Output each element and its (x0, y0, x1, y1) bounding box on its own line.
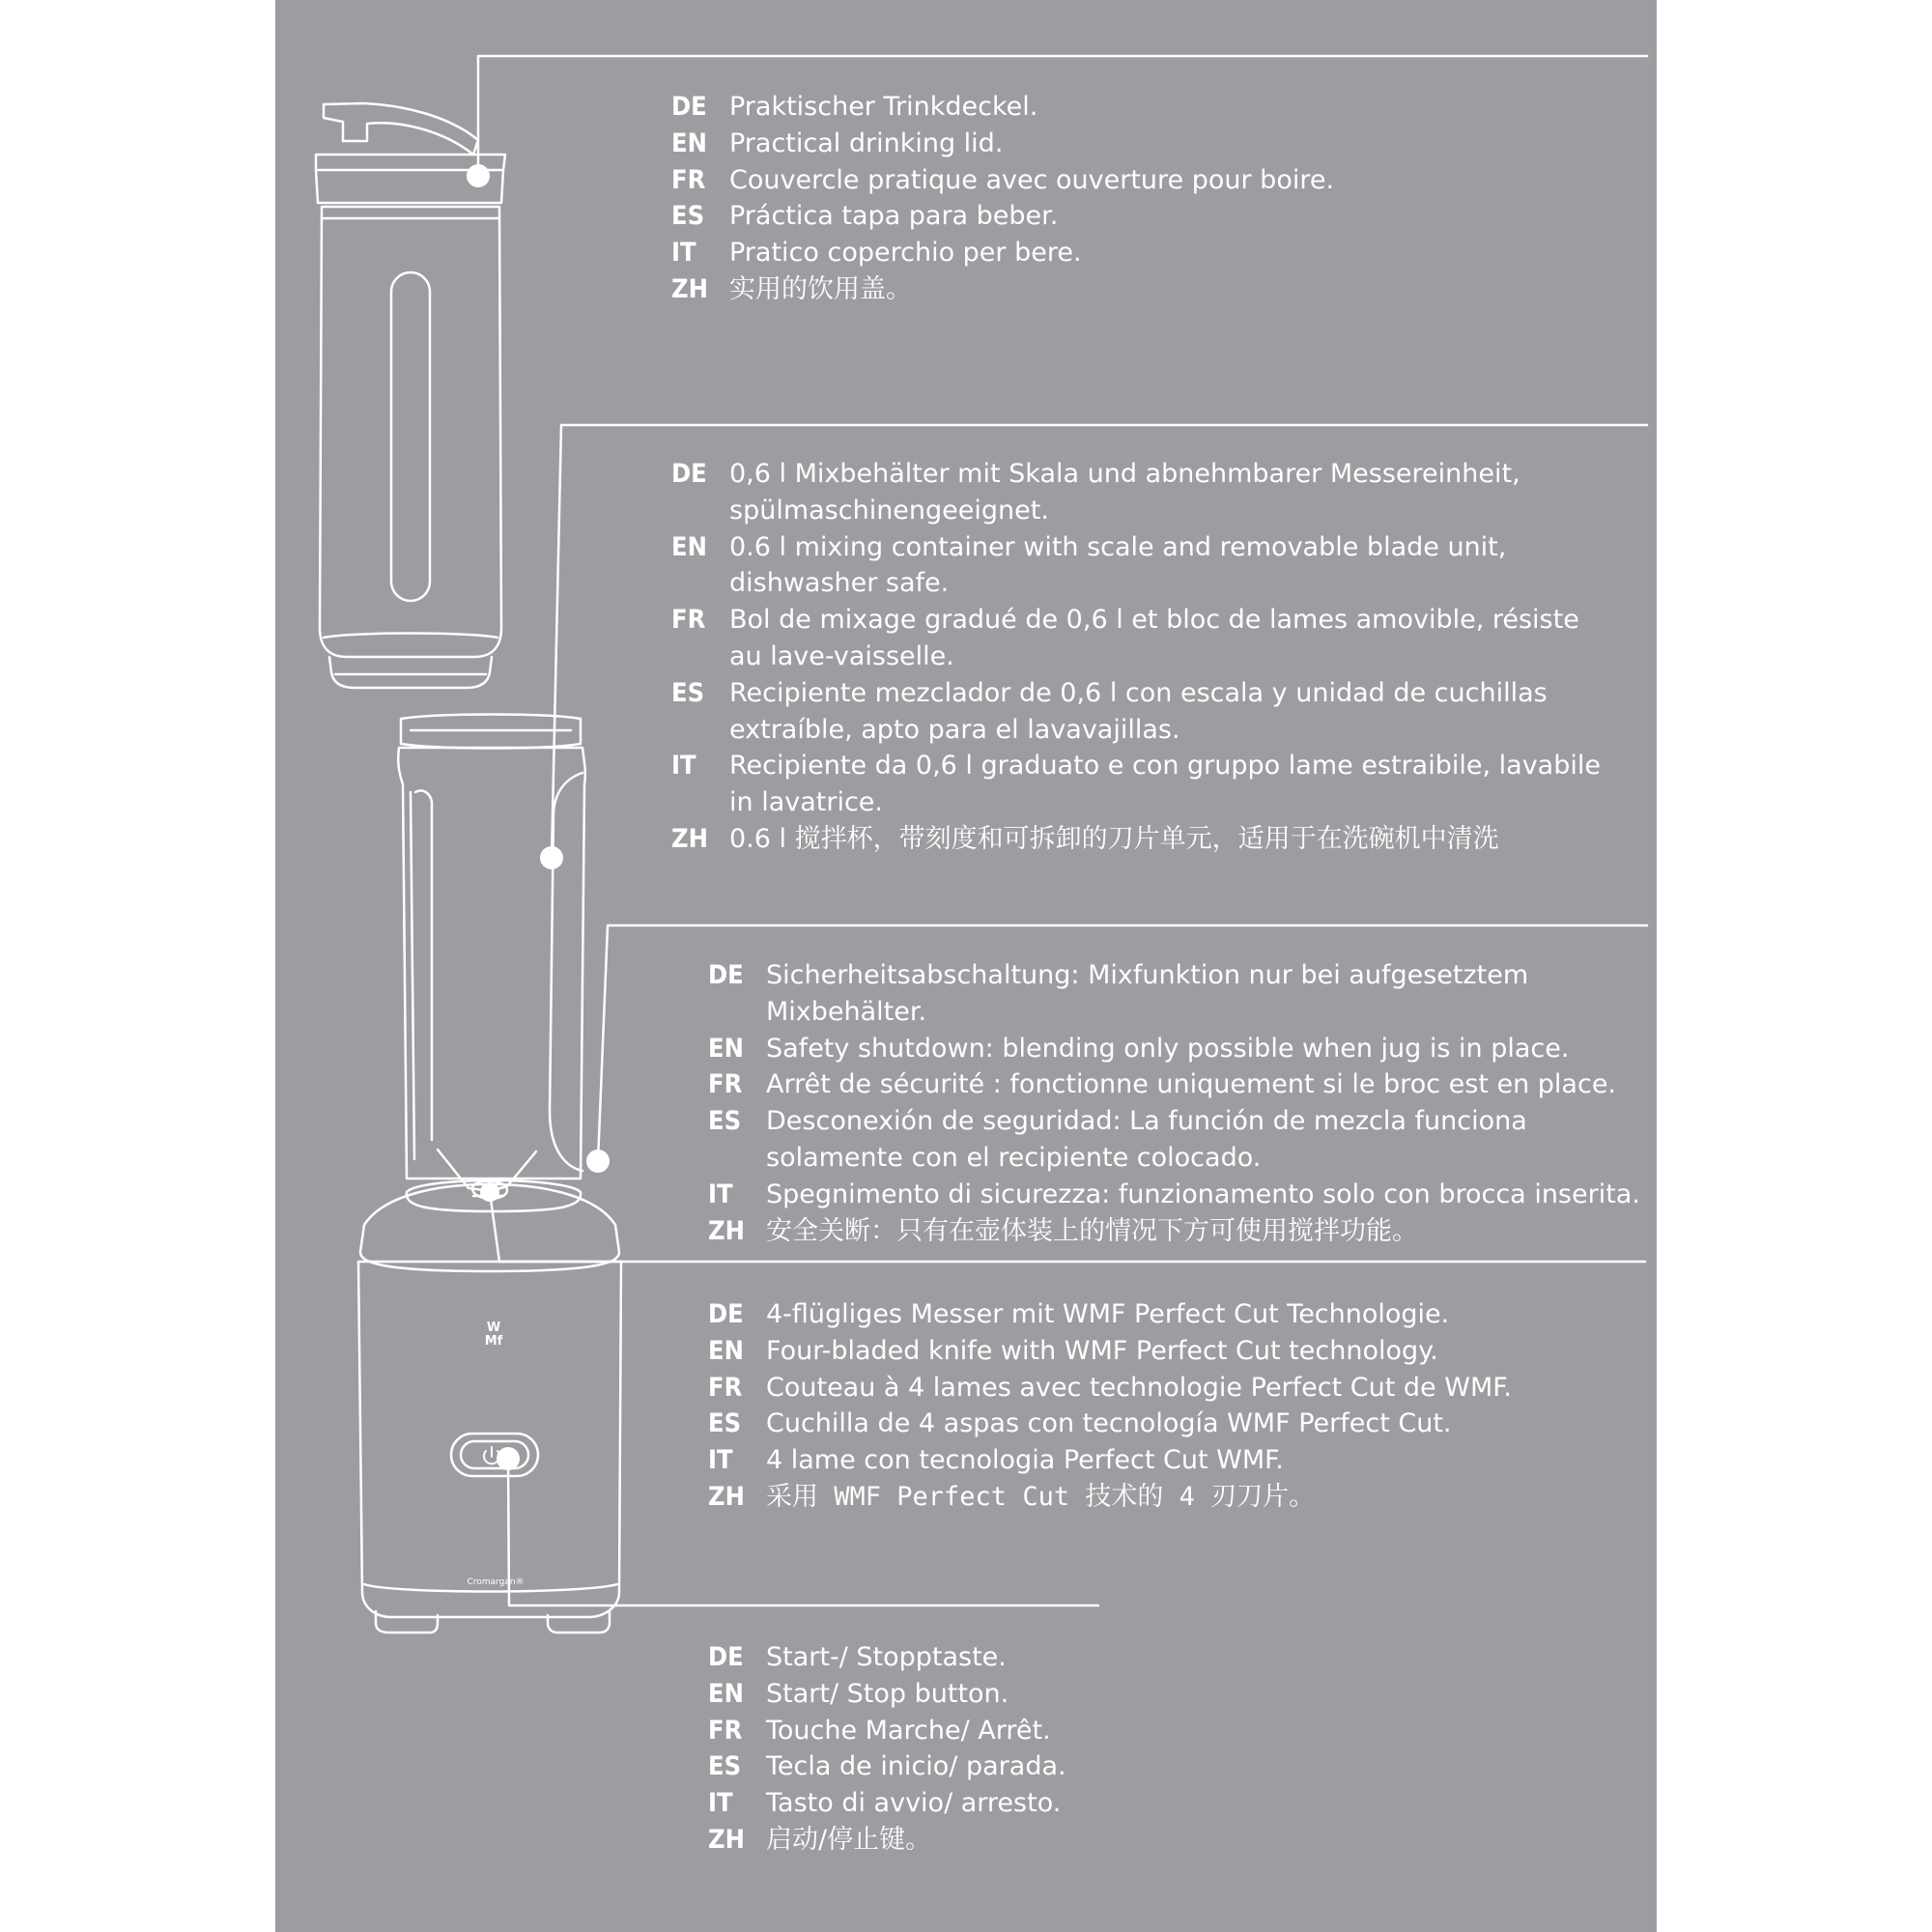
lang-row (708, 1479, 1655, 1516)
lang-row (671, 748, 1637, 821)
description-text: 采用 WMF Perfect Cut 技术的 4 刃刀片。 (766, 1481, 1316, 1512)
bottle-base-ring (324, 634, 497, 639)
container-description (671, 456, 1637, 858)
base-body (358, 1262, 621, 1617)
lang-row (708, 1639, 1655, 1676)
language-code: FR (671, 605, 706, 636)
language-code: ZH (708, 1824, 745, 1855)
language-code: ZH (708, 1481, 745, 1512)
language-code: IT (708, 1179, 733, 1209)
bottle-body (320, 207, 501, 657)
language-code: FR (708, 1069, 743, 1100)
description-text: Tecla de inicio/ parada. (766, 1751, 1066, 1782)
language-code: EN (671, 531, 707, 562)
description-text: Practical drinking lid. (729, 128, 1004, 158)
lang-row (708, 1442, 1655, 1479)
brand-logo-text: W (486, 1321, 501, 1335)
description-text: Cuchilla de 4 aspas con tecnología WMF Perfect Cut. (766, 1408, 1452, 1439)
description-text: Start-/ Stopptaste. (766, 1642, 1007, 1672)
callout-dots (467, 164, 610, 1470)
callout-dot-safety (586, 1150, 610, 1173)
description-text: Sicherheitsabschaltung: Mixfunktion nur bei aufgesetztem Mixbehälter. (766, 960, 1529, 1027)
description-text: 安全关断：只有在壶体装上的情况下方可使用搅拌功能。 (766, 1215, 1418, 1246)
container-handle (550, 773, 582, 1171)
lang-row (671, 198, 1637, 235)
base-foot-left (376, 1611, 438, 1633)
container-illustration (398, 715, 585, 1179)
bottle-window (391, 272, 430, 601)
lang-row (708, 1213, 1655, 1250)
lang-row (708, 1713, 1655, 1749)
description-text: Praktischer Trinkdeckel. (729, 92, 1038, 122)
lang-row (671, 602, 1637, 675)
callout-dot-start (497, 1447, 520, 1470)
description-text: Touche Marche/ Arrêt. (766, 1715, 1051, 1746)
lang-row (708, 1333, 1655, 1370)
lang-row (671, 456, 1637, 529)
lang-row (671, 529, 1637, 603)
start-description (708, 1639, 1655, 1859)
lang-row (708, 1406, 1655, 1442)
language-code: ZH (671, 823, 708, 854)
language-code: EN (708, 1033, 744, 1064)
language-code: ES (708, 1408, 742, 1439)
language-code: EN (671, 128, 707, 158)
base-illustration (358, 1180, 621, 1633)
lid-spout (324, 103, 478, 155)
description-text: 0.6 l 搅拌杯，带刻度和可拆卸的刀片单元，适用于在洗碗机中清洗 (729, 823, 1499, 854)
description-text: Desconexión de seguridad: La función de mezcla funciona solamente con el recipiente colocado. (766, 1106, 1527, 1173)
language-code: DE (708, 1299, 744, 1329)
language-code: ES (671, 201, 705, 232)
description-text: Couteau à 4 lames avec technologie Perfect Cut de WMF. (766, 1372, 1513, 1403)
language-code: EN (708, 1678, 744, 1709)
description-text: Recipiente da 0,6 l graduato e con gruppo lame estraibile, lavabile in lavatrice. (729, 751, 1601, 818)
language-code: DE (708, 960, 744, 990)
lang-row (708, 1370, 1655, 1406)
language-code: ZH (708, 1215, 745, 1246)
bottle-foot (329, 657, 492, 688)
container-body (398, 748, 585, 1179)
language-code: ES (708, 1106, 742, 1137)
description-text: 启动/停止键。 (766, 1824, 932, 1855)
lid-description (671, 89, 1637, 308)
description-text: Recipiente mezclador de 0,6 l con escala y unidad de cuchillas extraíble, apto para el lavavajillas. (729, 677, 1548, 745)
description-text: Couvercle pratique avec ouverture pour boire. (729, 164, 1335, 195)
description-text: Bol de mixage gradué de 0,6 l et bloc de lames amovible, résiste au lave-vaisselle. (729, 605, 1579, 671)
language-code: IT (671, 751, 696, 781)
language-code: IT (671, 238, 696, 269)
callout-dot-knife (480, 1182, 499, 1202)
description-text: Práctica tapa para beber. (729, 201, 1059, 232)
brand-logo-text-2: Mf (484, 1334, 503, 1349)
description-text: Pratico coperchio per bere. (729, 238, 1082, 269)
language-code: ES (708, 1751, 742, 1782)
lang-row (708, 957, 1655, 1031)
lang-row (708, 1296, 1655, 1333)
description-text: 4-flügliges Messer mit WMF Perfect Cut Technologie. (766, 1299, 1450, 1329)
language-code: FR (708, 1372, 743, 1403)
lang-row (708, 1676, 1655, 1713)
language-code: DE (671, 92, 707, 122)
bottle-illustration (316, 103, 505, 688)
lang-row (671, 675, 1637, 749)
lang-row (708, 1103, 1655, 1177)
lang-row (671, 235, 1637, 271)
description-text: 0,6 l Mixbehälter mit Skala und abnehmbarer Messereinheit, spülmaschinengeeignet. (729, 459, 1520, 526)
language-code: DE (708, 1642, 744, 1672)
language-code: EN (708, 1335, 744, 1366)
lang-row (671, 271, 1637, 308)
container-highlight (415, 790, 432, 1140)
lang-row (671, 126, 1637, 162)
description-text: Spegnimento di sicurezza: funzionamento solo con brocca inserita. (766, 1179, 1640, 1209)
safety-description (708, 957, 1655, 1249)
description-text: Arrêt de sécurité : fonctionne uniquement si le broc est en place. (766, 1069, 1617, 1100)
description-text: 实用的饮用盖。 (729, 273, 912, 304)
language-code: DE (671, 459, 707, 489)
container-left-highlight (411, 792, 414, 1159)
model-label: Cromargan® (467, 1577, 525, 1587)
manual-page (275, 0, 1657, 1932)
lang-row (708, 1785, 1655, 1822)
lang-row (708, 1822, 1655, 1859)
description-text: 0.6 l mixing container with scale and removable blade unit, dishwasher safe. (729, 531, 1507, 599)
language-code: FR (708, 1715, 743, 1746)
lang-row (708, 1066, 1655, 1103)
lang-row (671, 89, 1637, 126)
language-code: ES (671, 677, 705, 708)
lang-row (708, 1031, 1655, 1067)
description-text: Tasto di avvio/ arresto. (766, 1788, 1062, 1819)
callout-dot-lid (467, 164, 490, 187)
knife-description (708, 1296, 1655, 1516)
language-code: FR (671, 164, 706, 195)
lang-row (671, 821, 1637, 858)
lang-row (671, 162, 1637, 199)
power-button-housing (451, 1434, 538, 1476)
description-text: Start/ Stop button. (766, 1678, 1009, 1709)
lang-row (708, 1748, 1655, 1785)
language-code: IT (708, 1788, 733, 1819)
callout-dot-container (540, 846, 563, 869)
language-code: IT (708, 1445, 733, 1476)
description-text: Four-bladed knife with WMF Perfect Cut technology. (766, 1335, 1438, 1366)
language-code: ZH (671, 273, 708, 304)
description-text: 4 lame con tecnologia Perfect Cut WMF. (766, 1445, 1284, 1476)
lang-row (708, 1177, 1655, 1213)
description-text: Safety shutdown: blending only possible when jug is in place. (766, 1033, 1570, 1064)
